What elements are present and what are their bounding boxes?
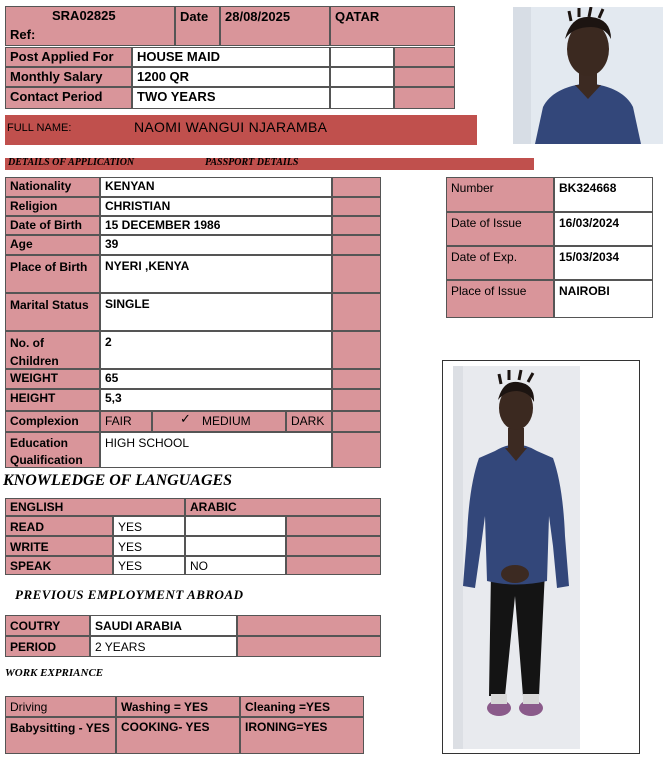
- work-title: WORK EXPRIANCE: [5, 667, 104, 679]
- passport-number-label: Number: [446, 177, 554, 212]
- age-value: 39: [100, 235, 332, 255]
- check-icon: ✓: [180, 411, 191, 426]
- work-driving: Driving: [5, 696, 116, 717]
- lang-read-ar: [185, 516, 286, 536]
- ref-label: Ref:: [10, 27, 36, 42]
- children-value: 2: [100, 331, 332, 369]
- age-extra: [332, 235, 381, 255]
- passport-issue: 16/03/2024: [554, 212, 653, 246]
- employment-title: PREVIOUS EMPLOYMENT ABROAD: [15, 587, 244, 602]
- religion-extra: [332, 197, 381, 216]
- contract-label: Contact Period: [5, 87, 132, 109]
- education-label: Education Qualification: [5, 432, 100, 468]
- employment-country-extra: [237, 615, 381, 636]
- height-extra: [332, 389, 381, 411]
- work-cleaning: Cleaning =YES: [240, 696, 364, 717]
- post-value: HOUSE MAID: [132, 47, 330, 67]
- lang-speak-ar: NO: [185, 556, 286, 575]
- weight-extra: [332, 369, 381, 389]
- full-body-photo-frame: [442, 360, 640, 754]
- details-section-title: DETAILS OF APPLICATION: [8, 157, 135, 168]
- ref-value: SRA02825: [52, 8, 116, 23]
- complexion-fair: FAIR: [100, 411, 152, 432]
- full-name-label: FULL NAME:: [7, 122, 72, 134]
- passport-section-title: PASSPORT DETAILS: [205, 157, 299, 168]
- children-label: No. of Children: [5, 331, 100, 369]
- height-value: 5,3: [100, 389, 332, 411]
- lang-write-extra: [286, 536, 381, 556]
- passport-place: NAIROBI: [554, 280, 653, 318]
- salary-value: 1200 QR: [132, 67, 330, 87]
- religion-label: Religion: [5, 197, 100, 216]
- passport-place-label: Place of Issue: [446, 280, 554, 318]
- contract-extra-cell: [330, 87, 394, 109]
- languages-title: KNOWLEDGE OF LANGUAGES: [3, 472, 233, 489]
- passport-expiry-label: Date of Exp.: [446, 246, 554, 280]
- pob-extra: [332, 255, 381, 293]
- marital-extra: [332, 293, 381, 331]
- weight-label: WEIGHT: [5, 369, 100, 389]
- nationality-value: KENYAN: [100, 177, 332, 197]
- lang-read-extra: [286, 516, 381, 536]
- age-label: Age: [5, 235, 100, 255]
- education-value: HIGH SCHOOL: [100, 432, 332, 468]
- marital-value: SINGLE: [100, 293, 332, 331]
- work-washing: Washing = YES: [116, 696, 240, 717]
- salary-extra-cell-2: [394, 67, 455, 87]
- lang-read-label: READ: [5, 516, 113, 536]
- dob-value: 15 DECEMBER 1986: [100, 216, 332, 235]
- employment-period: 2 YEARS: [90, 636, 237, 657]
- post-label: Post Applied For: [5, 47, 132, 67]
- lang-english-header: ENGLISH: [5, 498, 185, 516]
- religion-value: CHRISTIAN: [100, 197, 332, 216]
- country-value: QATAR: [330, 6, 455, 46]
- date-value: 28/08/2025: [220, 6, 330, 46]
- passport-issue-label: Date of Issue: [446, 212, 554, 246]
- work-ironing: IRONING=YES: [240, 717, 364, 754]
- education-extra: [332, 432, 381, 468]
- full-name-value: NAOMI WANGUI NJARAMBA: [134, 119, 328, 135]
- post-extra-cell-2: [394, 47, 455, 67]
- lang-write-ar: [185, 536, 286, 556]
- complexion-medium: MEDIUM: [202, 414, 251, 428]
- complexion-extra: [332, 411, 381, 432]
- passport-expiry: 15/03/2034: [554, 246, 653, 280]
- passport-number: BK324668: [554, 177, 653, 212]
- employment-period-label: PERIOD: [5, 636, 90, 657]
- portrait-photo: [513, 7, 663, 144]
- lang-arabic-header: ARABIC: [185, 498, 381, 516]
- lang-read-en: YES: [113, 516, 185, 536]
- nationality-label: Nationality: [5, 177, 100, 197]
- date-label: Date: [175, 6, 220, 46]
- marital-label: Marital Status: [5, 293, 100, 331]
- weight-value: 65: [100, 369, 332, 389]
- dob-extra: [332, 216, 381, 235]
- contract-extra-cell-2: [394, 87, 455, 109]
- lang-write-en: YES: [113, 536, 185, 556]
- nationality-extra: [332, 177, 381, 197]
- post-extra-cell: [330, 47, 394, 67]
- lang-speak-label: SPEAK: [5, 556, 113, 575]
- pob-value: NYERI ,KENYA: [100, 255, 332, 293]
- employment-period-extra: [237, 636, 381, 657]
- employment-country-label: COUTRY: [5, 615, 90, 636]
- dob-label: Date of Birth: [5, 216, 100, 235]
- children-extra: [332, 331, 381, 369]
- pob-label: Place of Birth: [5, 255, 100, 293]
- employment-country: SAUDI ARABIA: [90, 615, 237, 636]
- lang-speak-en: YES: [113, 556, 185, 575]
- contract-value: TWO YEARS: [132, 87, 330, 109]
- complexion-dark: DARK: [286, 411, 332, 432]
- complexion-label: Complexion: [5, 411, 100, 432]
- salary-extra-cell: [330, 67, 394, 87]
- work-babysitting: Babysitting - YES: [5, 717, 116, 754]
- lang-write-label: WRITE: [5, 536, 113, 556]
- full-body-photo: [453, 366, 580, 749]
- work-cooking: COOKING- YES: [116, 717, 240, 754]
- height-label: HEIGHT: [5, 389, 100, 411]
- lang-speak-extra: [286, 556, 381, 575]
- salary-label: Monthly Salary: [5, 67, 132, 87]
